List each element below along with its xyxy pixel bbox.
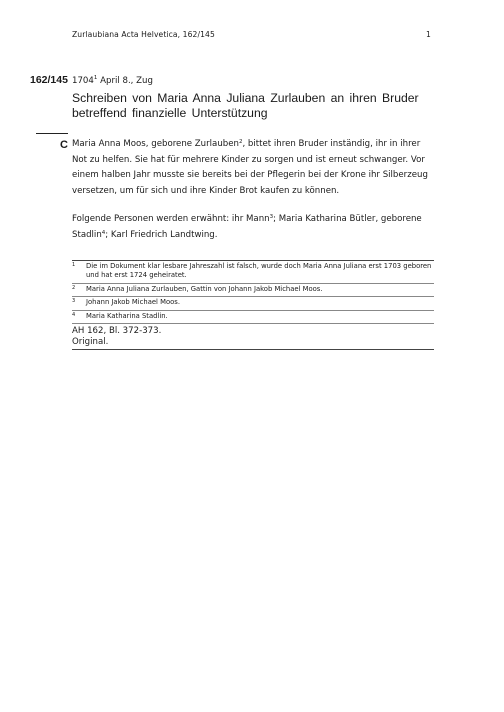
footnote-text: Johann Jakob Michael Moos. [86,298,180,307]
footnote-number: 1 [72,262,76,268]
document-title: Schreiben von Maria Anna Juliana Zurlauben an ihren Bruder betreffend finanzielle Unterstützung [72,91,419,120]
footnotes [72,260,434,324]
summary-paragraph [72,137,434,199]
running-header-collection: Zurlaubiana Acta Helvetica, 162/145 [72,30,215,39]
persons-text-b: ; Maria Katharina Bütler, geborene Stadlin [72,214,422,240]
footnote-text: Maria Anna Juliana Zurlauben, Gattin von Johann Jakob Michael Moos. [86,284,323,293]
footnote-number: 2 [72,284,76,291]
footnote-text: Maria Katharina Stadlin. [86,311,168,320]
document-date [72,75,153,86]
footnote-item [72,261,434,284]
archive-reference: AH 162, Bl. 372-373. [72,326,162,336]
document-type-letter: C [60,139,68,151]
persons-text-c: ; Karl Friedrich Landtwing. [105,229,218,240]
footnote-number: 4 [72,311,76,318]
footnote-ref-4[interactable]: 4 [101,229,106,236]
footnote-ref-2[interactable]: 2 [238,139,243,145]
summary-text-a: Maria Anna Moos, geborene Zurlauben [72,139,239,149]
footnote-number: 3 [72,298,76,305]
footnote-item [72,297,434,310]
footnote-ref-3[interactable]: 3 [269,214,274,220]
date-year: 1704 [72,75,94,86]
source-reference [72,326,434,350]
persons-paragraph [72,212,434,243]
document-number: 162/145 [30,74,68,86]
summary-text-b: , bittet ihren Bruder inständig, ihr in ihrer Not zu helfen. Sie hat für mehrere Kinder zu sorgen und ist erneut schwanger. Vor einem halben Jahr musste sie bereits bei der Pflegerin bei der Krone ihr Silberzeug versetzen, um für sich und ihre Kinder Brot kaufen zu können. [72,139,428,196]
date-place: April 8., Zug [100,75,153,86]
footnote-item [72,284,434,297]
persons-text-a: Folgende Personen werden erwähnt: ihr Mann [72,214,270,224]
section-rule [36,133,68,134]
document-form: Original. [72,336,109,347]
page-number: 1 [426,30,431,39]
date-footnote-ref[interactable]: 1 [93,75,98,81]
footnote-item [72,311,434,324]
footnote-text: Die im Dokument klar lesbare Jahreszahl ist falsch, wurde doch Maria Anna Juliana erst 1703 geboren und hat erst 1724 geheiratet. [86,262,432,280]
